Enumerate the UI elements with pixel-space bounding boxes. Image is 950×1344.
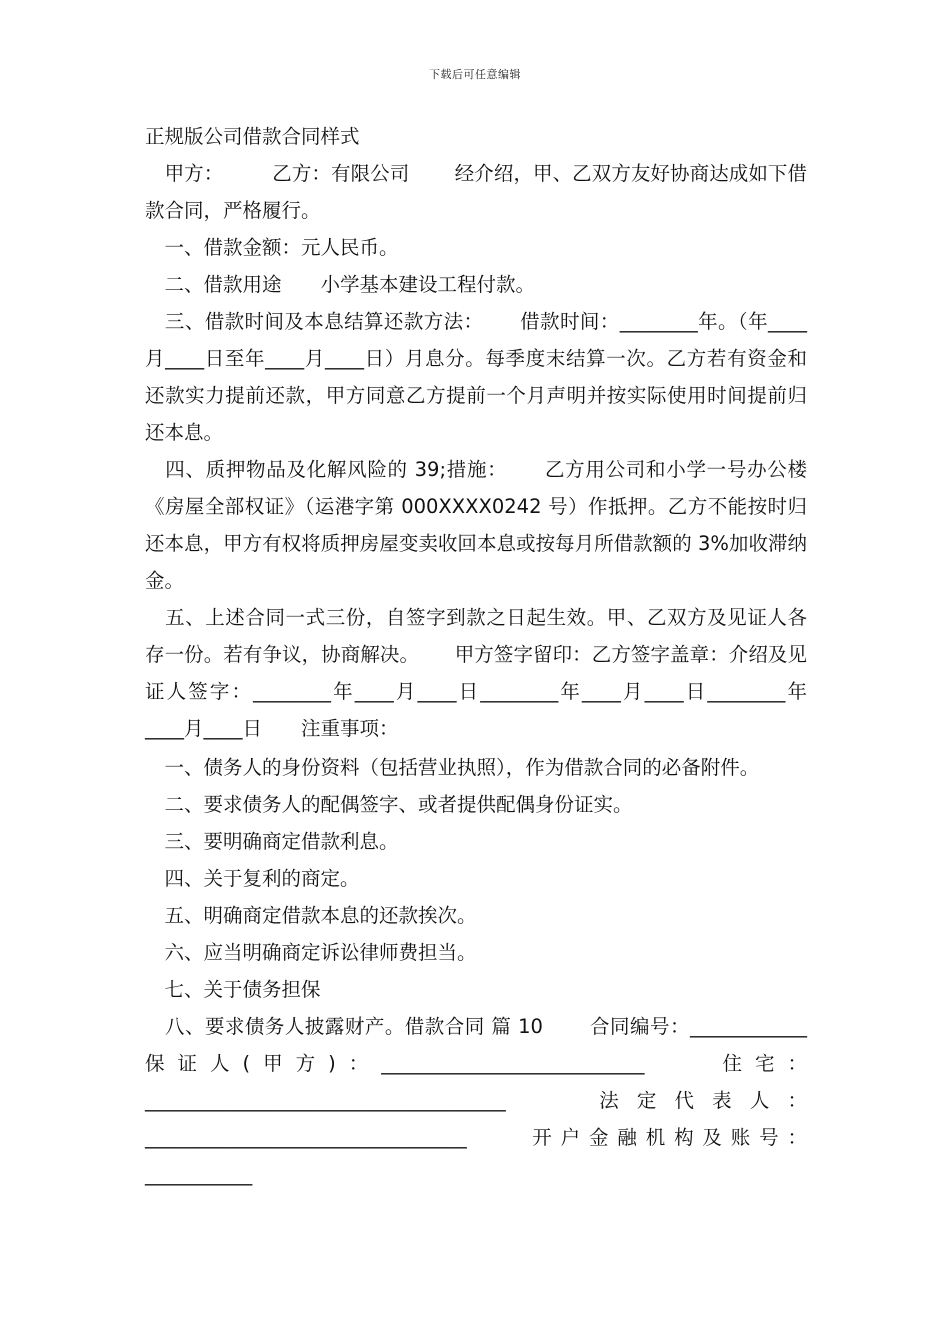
paragraph-note-5: 五、明确商定借款本息的还款挨次。 <box>145 904 477 927</box>
paragraph-contract-10: 八、要求债务人披露财产。借款合同 篇 10 合同编号：____________ 保证人(甲方)：___________________________ 住宅：_____________________________________ 法定代表人：_________________________________ 开户金融机构及账号：___________ <box>145 1015 847 1186</box>
paragraph-loan-purpose: 二、借款用途 小学基本建设工程付款。 <box>145 273 536 296</box>
paragraph-note-2: 二、要求债务人的配偶签字、或者提供配偶身份证实。 <box>145 793 633 816</box>
paragraph-pledge: 四、质押物品及化解风险的 39;措施： 乙方用公司和小学一号办公楼《房屋全部权证》（运港字第 000XXXX0242 号）作抵押。乙方不能按时归还本息，甲方有权将质押房屋变卖收回本息或按每月所借款额的 3%加收滞纳金。 <box>145 458 807 592</box>
document-title: 正规版公司借款合同样式 <box>145 125 360 148</box>
paragraph-signatures: 五、上述合同一式三份，自签字到款之日起生效。甲、乙双方及见证人各存一份。若有争议，协商解决。 甲方签字留印：乙方签字盖章：介绍及见证人签字：________年____月____日________年____月____日________年____月____日 注重事项： <box>145 606 807 740</box>
paragraph-note-3: 三、要明确商定借款利息。 <box>145 830 399 853</box>
document-body <box>145 118 847 1193</box>
paragraph-parties: 甲方： 乙方：有限公司 经介绍，甲、乙双方友好协商达成如下借款合同，严格履行。 <box>145 162 807 222</box>
paragraph-repayment: 三、借款时间及本息结算还款方法： 借款时间：________年。（年____月____日至年____月____日）月息分。每季度末结算一次。乙方若有资金和还款实力提前还款，甲方同意乙方提前一个月声明并按实际使用时间提前归还本息。 <box>145 310 807 444</box>
paragraph-note-6: 六、应当明确商定诉讼律师费担当。 <box>145 941 477 964</box>
paragraph-note-4: 四、关于复利的商定。 <box>145 867 360 890</box>
page-header-note: 下载后可任意编辑 <box>429 68 521 81</box>
paragraph-note-7: 七、关于债务担保 <box>145 978 321 1001</box>
paragraph-loan-amount: 一、借款金额：元人民币。 <box>145 236 399 259</box>
paragraph-note-1: 一、债务人的身份资料（包括营业执照），作为借款合同的必备附件。 <box>145 756 760 779</box>
